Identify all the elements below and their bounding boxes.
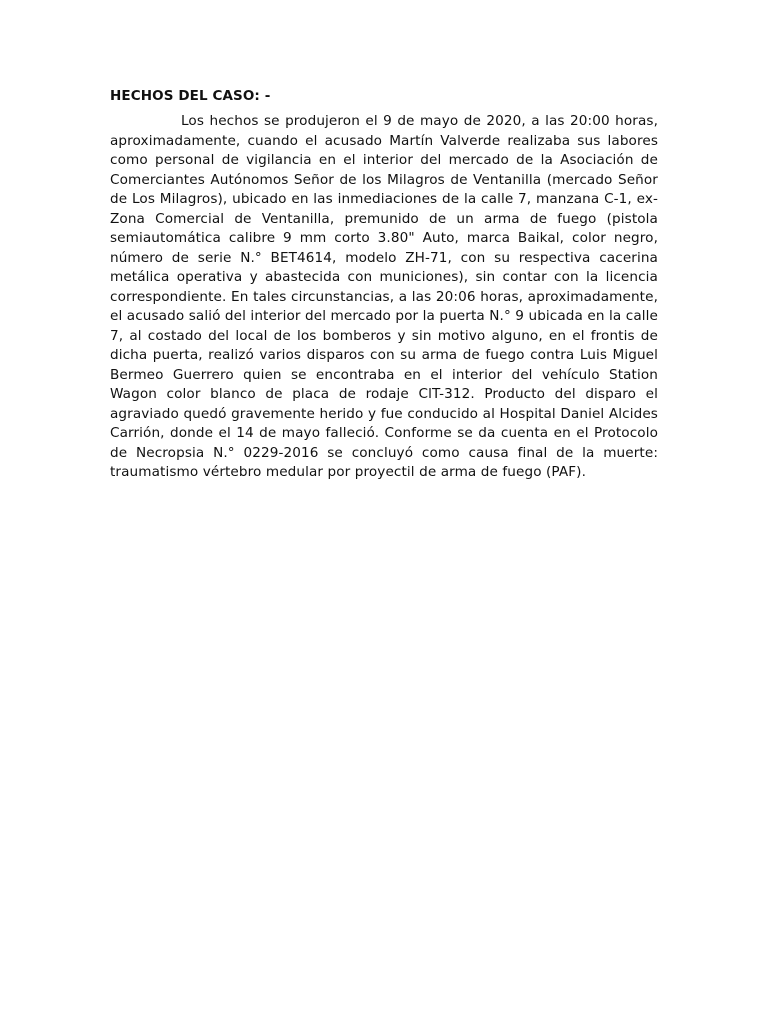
document-page <box>110 86 658 483</box>
facts-paragraph <box>110 112 658 483</box>
section-heading: HECHOS DEL CASO: - <box>110 88 271 104</box>
facts-paragraph-text: Los hechos se produjeron el 9 de mayo de 2020, a las 20:00 horas, aproximadamente, cuando el acusado Martín Valverde realizaba sus labores como personal de vigilancia en el interior del mercado de la Asociación de Comerciantes Autónomos Señor de los Milagros de Ventanilla (mercado Señor de Los Milagros), ubicado en las inmediaciones de la calle 7, manzana C-1, ex-Zona Comercial de Ventanilla, premunido de un arma de fuego (pistola semiautomática calibre 9 mm corto 3.80" Auto, marca Baikal, color negro, número de serie N.° BET4614, modelo ZH-71, con su respectiva cacerina metálica operativa y abastecida con municiones), sin contar con la licencia correspondiente. En tales circunstancias, a las 20:06 horas, aproximadamente, el acusado salió del interior del mercado por la puerta N.° 9 ubicada en la calle 7, al costado del local de los bomberos y sin motivo alguno, en el frontis de dicha puerta, realizó varios disparos con su arma de fuego contra Luis Miguel Bermeo Guerrero quien se encontraba en el interior del vehículo Station Wagon color blanco de placa de rodaje ClT-312. Producto del disparo el agraviado quedó gravemente herido y fue conducido al Hospital Daniel Alcides Carrión, donde el 14 de mayo falleció. Conforme se da cuenta en el Protocolo de Necropsia N.° 0229-2016 se concluyó como causa final de la muerte: traumatismo vértebro medular por proyectil de arma de fuego (PAF). <box>110 113 658 480</box>
